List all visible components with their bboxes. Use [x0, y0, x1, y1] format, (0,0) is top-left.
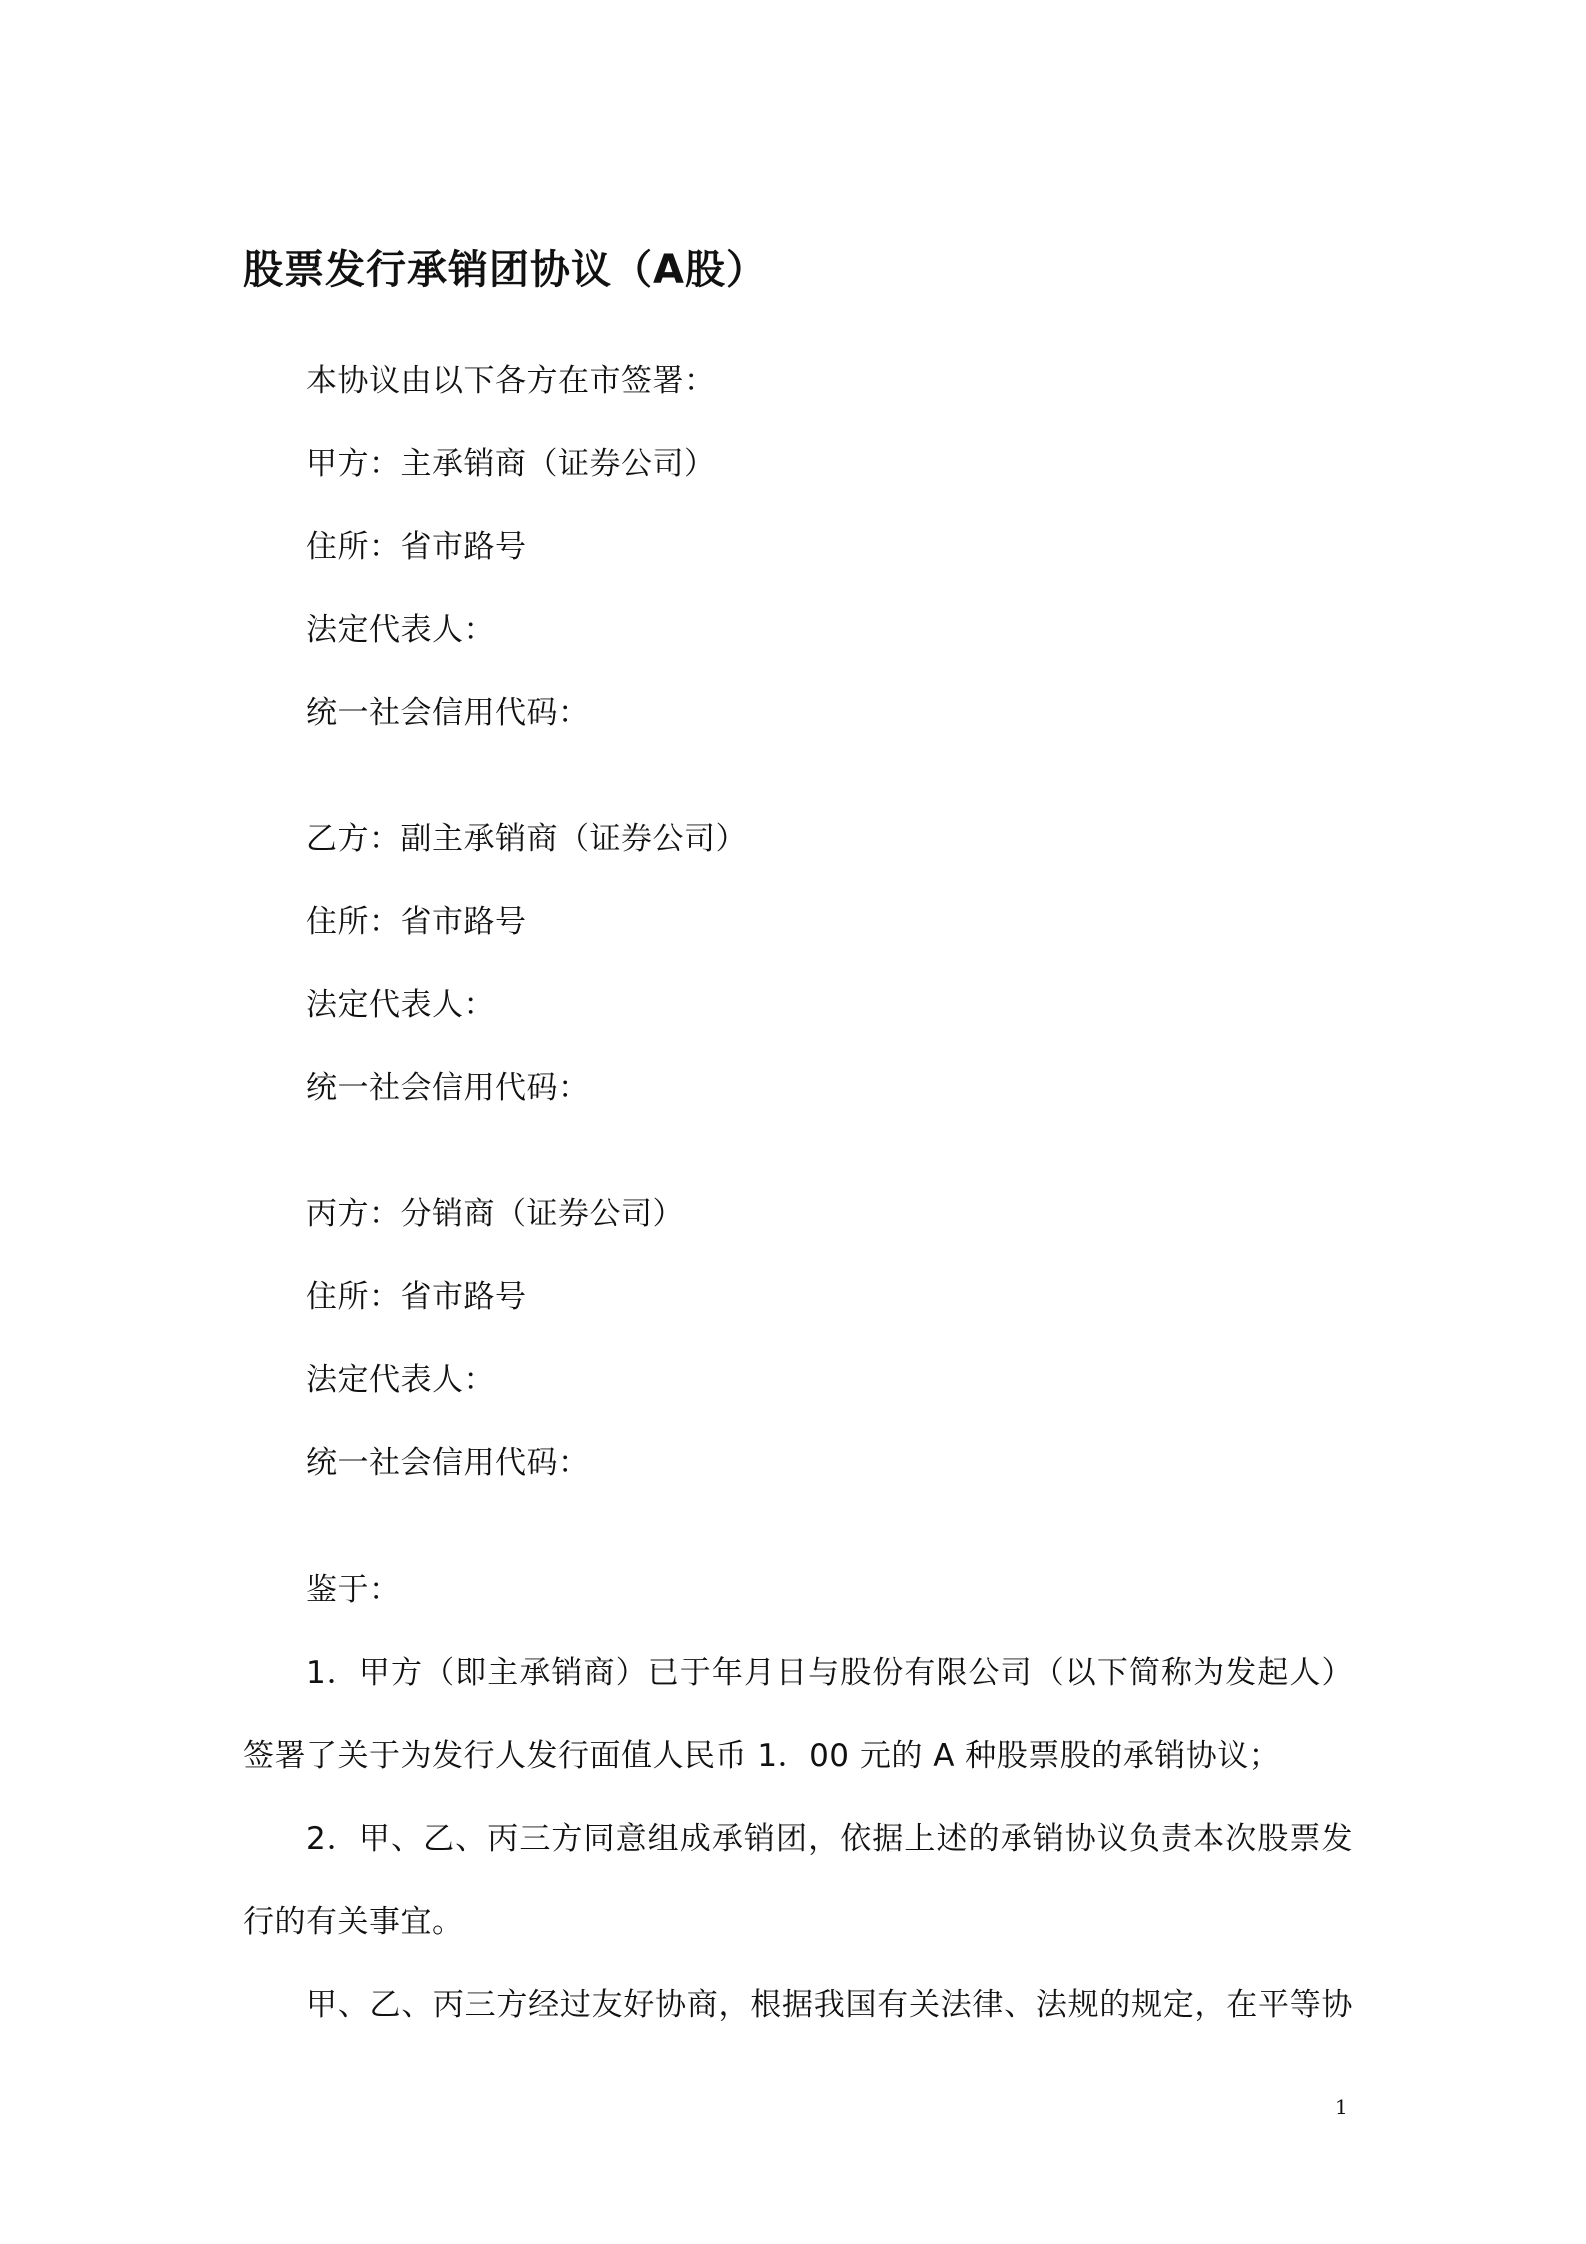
party-a-name: 甲方：主承销商（证券公司）	[306, 446, 716, 482]
party-c-credit-code: 统一社会信用代码：	[306, 1445, 590, 1481]
party-b-credit-code: 统一社会信用代码：	[306, 1070, 590, 1106]
party-b-name: 乙方：副主承销商（证券公司）	[306, 821, 747, 857]
party-a-legal-rep: 法定代表人：	[306, 612, 495, 648]
clause-1-line-1: 1．甲方（即主承销商）已于年月日与股份有限公司（以下简称为发起人）	[306, 1655, 1353, 1691]
party-c-address: 住所：省市路号	[306, 1279, 527, 1315]
party-a-address: 住所：省市路号	[306, 529, 527, 565]
agreement-statement-line-1: 甲、乙、丙三方经过友好协商，根据我国有关法律、法规的规定，在平等协	[306, 1987, 1353, 2023]
intro-text: 本协议由以下各方在市签署：	[306, 363, 716, 399]
page-number: 1	[1335, 2095, 1348, 2119]
party-b-legal-rep: 法定代表人：	[306, 987, 495, 1023]
clause-1-line-2: 签署了关于为发行人发行面值人民币 1．00 元的 A 种股票股的承销协议；	[243, 1738, 1281, 1774]
party-a-credit-code: 统一社会信用代码：	[306, 695, 590, 731]
clause-2-line-1: 2．甲、乙、丙三方同意组成承销团，依据上述的承销协议负责本次股票发	[306, 1821, 1353, 1857]
document-title: 股票发行承销团协议（A股）	[243, 247, 767, 293]
clause-2-line-2: 行的有关事宜。	[243, 1904, 464, 1940]
party-c-name: 丙方：分销商（证券公司）	[306, 1196, 684, 1232]
party-c-legal-rep: 法定代表人：	[306, 1362, 495, 1398]
whereas-heading: 鉴于：	[306, 1572, 401, 1608]
party-b-address: 住所：省市路号	[306, 904, 527, 940]
